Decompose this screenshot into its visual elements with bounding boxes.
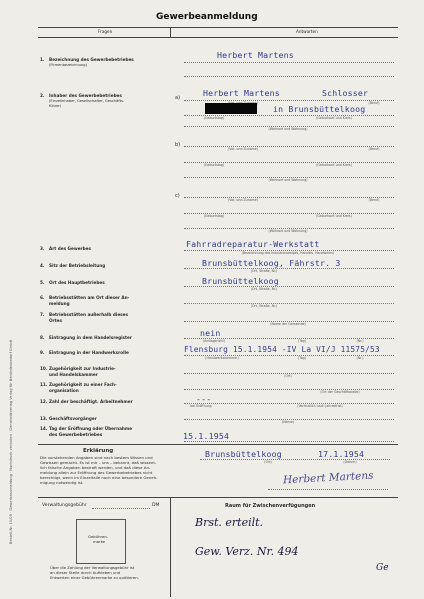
commercial-register-value: nein	[200, 328, 221, 338]
col-header-questions: Fragen	[98, 29, 113, 34]
caption-ort-10: (Ort)	[284, 374, 292, 378]
caption-ort-decl: (Ort)	[264, 460, 272, 464]
form-title: Gewerbeanmeldung	[156, 12, 258, 22]
bottom-divider	[170, 497, 171, 597]
declaration-line-3: lich falsche Angaben bestraft werden, und daß diese An-	[40, 465, 151, 470]
row7-label2: Ortes	[49, 318, 62, 323]
caption-beruf-b: (Beruf)	[368, 147, 380, 151]
row3-number: 3.	[40, 246, 45, 251]
row9-number: 9.	[40, 350, 45, 355]
caption-vor-zuname-c: (Vor- und Zuname)	[228, 198, 258, 202]
row2-label: Inhaber des Gewerbebetriebes	[49, 93, 122, 98]
caption-bei-eroeffnung: bei Eröffnung	[190, 404, 212, 408]
footer-note-2: an dieser Stelle durch Aufkleben und	[50, 570, 121, 575]
row9-label: Eintragung in der Handwerksrolle	[49, 350, 129, 355]
handwritten-note-2: Gew. Verz. Nr. 494	[195, 545, 299, 558]
caption-wohnort-a: (Wohnort und Wohnung)	[268, 127, 308, 131]
row14-line	[184, 441, 394, 442]
caption-tag-9: (Tag)	[298, 356, 306, 360]
row10-label2: und Handelskammer	[49, 372, 98, 377]
redaction-bar	[205, 103, 257, 114]
lower-separator	[38, 444, 398, 445]
declaration-title: Erklärung	[83, 448, 114, 454]
caption-vor-zuname-b: (Vor- und Zuname)	[228, 147, 258, 151]
trade-value: Fahrradreparatur-Werkstatt	[186, 239, 320, 249]
row2-sublabel2: führer)	[49, 104, 62, 108]
row4-label: Sitz der Betriebsleitung	[49, 263, 106, 268]
row10-number: 10.	[40, 366, 48, 371]
caption-geburtstag-c: (Geburtstag)	[203, 214, 225, 218]
management-seat-value: Brunsbüttelkoog, Fährstr. 3	[202, 258, 341, 268]
owner-b-line1	[184, 146, 394, 147]
caption-ort-str-4: (Ort, Straße, Nr.)	[250, 269, 278, 273]
row12-line	[184, 403, 394, 404]
caption-geschaeftsstelle: (Ort der Geschäftsstelle)	[320, 390, 360, 394]
main-location-value: Brunsbüttelkoog	[202, 276, 279, 286]
row2-sublabel1: (Einzelinhaber, Gesellschafter, Geschäfts-	[49, 99, 125, 103]
header-top-rule	[38, 27, 398, 28]
caption-ort-str-6: (Ort, Straße, Nr.)	[250, 304, 278, 308]
caption-handwerkskammer: (Handwerkskammer)	[205, 356, 239, 360]
declaration-line-5: berechtigt, wenn im Einzelfalle noch eine besondere Geneh-	[40, 475, 158, 480]
col-header-answers: Antworten	[296, 29, 318, 34]
caption-gemeinde: (Name der Gemeinde)	[270, 322, 306, 326]
caption-amtsgericht: (Amtsgericht)	[203, 339, 225, 343]
row10-label1: Zugehörigkeit zur Industrie-	[49, 366, 116, 371]
row12-label: Zahl der beschäftigt. Arbeitnehmer	[49, 399, 133, 404]
row7-label1: Betriebsstätten außerhalb dieses	[49, 312, 128, 317]
row13-label: Geschäftsvorgänger	[49, 416, 97, 421]
owner-a-birthplace: in Brunsbüttelkoog	[273, 104, 366, 114]
caption-ort-str-5: (Ort, Straße, Nr.)	[250, 287, 278, 291]
handwritten-initial: Ge	[376, 563, 389, 573]
handwritten-note-1: Brst. erteilt.	[195, 516, 264, 529]
fee-line	[92, 508, 150, 509]
row11-label1: Zugehörigkeit zu einer Fach-	[49, 382, 117, 387]
owner-a-line1	[184, 100, 394, 101]
caption-beruf-c: (Beruf)	[368, 198, 380, 202]
owner-c-letter: c)	[175, 193, 180, 199]
owner-a-letter: a)	[175, 95, 181, 101]
column-divider	[170, 27, 171, 37]
caption-geburtstag-a: (Geburtstag)	[203, 116, 225, 120]
row14-label2: des Gewerbebetriebes	[49, 432, 103, 437]
owner-c-line1	[184, 197, 394, 198]
row11-number: 11.	[40, 382, 48, 387]
declaration-place: Brunsbüttelkoog	[205, 449, 282, 459]
caption-geburtstag-b: (Geburtstag)	[203, 163, 225, 167]
footer-note-1: Über die Zahlung der Verwaltungsgebühr ist	[50, 565, 135, 570]
row14-label1: Tag der Eröffnung oder Übernahme	[49, 426, 133, 431]
caption-art: (Bezeichnung des Industriezweiges, Handels, Handwerks)	[241, 251, 335, 255]
row7-number: 7.	[40, 312, 45, 317]
employees-value: ---	[196, 394, 212, 404]
row1-sublabel: (Firmenbezeichnung)	[49, 63, 87, 67]
row8-label: Eintragung in dem Handelsregister	[49, 335, 132, 340]
caption-nr-9: (Nr.)	[356, 356, 364, 360]
row14-number: 14.	[40, 426, 48, 431]
row5-number: 5.	[40, 280, 45, 285]
fee-label: Verwaltungsgebühr	[42, 503, 87, 508]
declaration-line-6: migung notwendig ist.	[40, 480, 84, 485]
caption-nr-8: (Nr.)	[356, 339, 364, 343]
bottom-separator	[38, 497, 398, 498]
caption-vermutlich: (Vermutlich nach Jahresfrist)	[297, 404, 343, 408]
row4-line	[184, 268, 394, 269]
row1-line2	[184, 76, 394, 77]
interim-title: Raum für Zwischenverfügungen	[225, 503, 316, 509]
header-bottom-rule	[38, 37, 398, 38]
row1-number: 1.	[40, 57, 45, 62]
row1-line	[184, 62, 394, 63]
row8-number: 8.	[40, 335, 45, 340]
row6-label2: meldung	[49, 301, 70, 306]
caption-wohnort-c: (Wohnort und Wohnung)	[268, 229, 308, 233]
signature-line	[268, 489, 388, 490]
firm-name-value: Herbert Martens	[217, 50, 294, 60]
craft-roll-value: Flensburg 15.1.1954 -IV La VI/J 11575/53	[184, 345, 380, 354]
row1-label: Bezeichnung des Gewerbebetriebes	[49, 57, 134, 62]
row6-label1: Betriebsstätten am Ort dieser An-	[49, 295, 130, 300]
declaration-date: 17.1.1954	[318, 449, 365, 459]
fee-currency: DM	[152, 503, 160, 508]
stamp-box-line1: Gebühren-	[88, 534, 109, 539]
declaration-line-1: Die vorstehenden Angaben sind nach bestem Wissen und	[40, 455, 153, 460]
row4-number: 4.	[40, 263, 45, 268]
row5-label: Ort des Hauptbetriebes	[49, 280, 105, 285]
caption-geburtsort-b: (Geburtsort und Kreis)	[316, 163, 352, 167]
stamp-box-line2: marke	[93, 539, 105, 544]
row5-line	[184, 286, 394, 287]
side-print: Bestell-Nr. 10/09 · Gewerbeanmeldung · Nachdruck verboten · Gemeindeverlag Verlag für Behördenbedarf GmbH	[9, 339, 14, 544]
row3-label: Art des Gewerbes	[49, 246, 91, 251]
row2-number: 2.	[40, 93, 45, 98]
opening-date-value: 15.1.1954	[183, 431, 230, 441]
caption-beruf-a: (Beruf)	[368, 101, 380, 105]
row11-line	[184, 389, 394, 390]
row13-number: 13.	[40, 416, 48, 421]
row6-line	[184, 303, 394, 304]
row12-number: 12.	[40, 399, 48, 404]
caption-tag-8: (Tag)	[298, 339, 306, 343]
declaration-line-2: Gewissen gemacht. Es ist mir – uns – bekannt, daß wissent-	[40, 460, 157, 465]
caption-geburtsort-c: (Geburtsort und Kreis)	[316, 214, 352, 218]
declaration-line	[200, 459, 390, 460]
footer-note-3: Entwerten einer Gebührenmarke zu quittieren.	[50, 575, 139, 580]
declaration-line-4: meldung allein zur Eröffnung des Gewerbebetriebes nicht	[40, 470, 153, 475]
row11-label2: organisation	[49, 388, 79, 393]
owner-a-name: Herbert Martens	[203, 88, 280, 98]
owner-a-occupation: Schlosser	[322, 88, 369, 98]
handwritten-signature: Herbert Martens	[282, 469, 374, 487]
caption-datum: (Datum)	[343, 460, 357, 464]
caption-wohnort-b: (Wohnort und Wohnung)	[268, 178, 308, 182]
caption-geburtsort-a: (Geburtsort und Kreis)	[316, 116, 352, 120]
owner-b-letter: b)	[175, 142, 181, 148]
row6-number: 6.	[40, 295, 45, 300]
caption-name: (Name)	[282, 420, 294, 424]
